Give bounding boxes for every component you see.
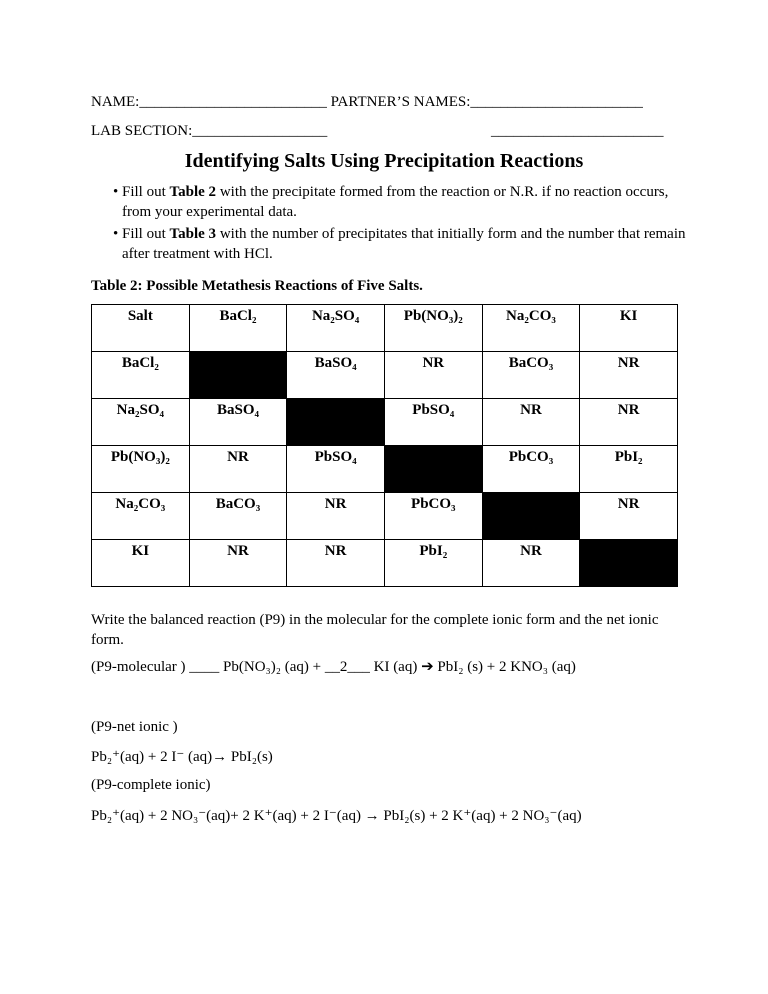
row-label-cell: Pb(NO₃)₂ [92, 446, 190, 493]
instruction-list [91, 182, 691, 266]
row-label-cell: Na₂CO₃ [92, 493, 190, 540]
table-cell: NR [482, 399, 580, 446]
header-cell: BaCl₂ [189, 305, 287, 352]
p9-molecular-equation: (P9-molecular ) ____ Pb(NO₃)₂ (aq) + __2___ KI (aq) ➔ PbI₂ (s) + 2 KNO₃ (aq) [91, 659, 576, 675]
reactions-table [91, 304, 678, 587]
table-cell: NR [287, 493, 385, 540]
bullet-text-bold: Table 3 [169, 226, 217, 242]
blocked-cell [482, 493, 580, 540]
list-item [91, 182, 691, 222]
bullet-text-pre: Fill out [122, 184, 170, 200]
bullet-text-post: with the number of precipitates that initially form and the number that remain after treatment with HCl. [122, 226, 686, 262]
extra-partner-line: _______________________ [491, 123, 664, 139]
table-cell: NR [580, 399, 678, 446]
list-item [91, 224, 691, 264]
table-cell: BaCO₃ [189, 493, 287, 540]
p9-net-ionic-label: (P9-net ionic ) [91, 719, 178, 735]
instruction-paragraph: Write the balanced reaction (P9) in the molecular for the complete ionic form and the net ionic form. [91, 612, 659, 648]
table-cell: PbCO₃ [482, 446, 580, 493]
name-line: NAME:_________________________ PARTNER’S NAMES:_______________________ [91, 94, 643, 110]
header-cell: Na₂SO₄ [287, 305, 385, 352]
table-cell: PbCO₃ [384, 493, 482, 540]
p9-complete-ionic-equation: Pb₂⁺(aq) + 2 NO₃⁻(aq)+ 2 K⁺(aq) + 2 I⁻(aq) → PbI₂(s) + 2 K⁺(aq) + 2 NO₃⁻(aq) [91, 808, 582, 824]
bullet-icon: • [113, 184, 119, 200]
table-row [92, 493, 678, 540]
table-cell: PbI₂ [580, 446, 678, 493]
bullet-text-bold: Table 2 [169, 184, 217, 200]
row-label-cell: Na₂SO₄ [92, 399, 190, 446]
table-cell: NR [189, 540, 287, 587]
table-caption: Table 2: Possible Metathesis Reactions of Five Salts. [91, 278, 423, 294]
table-cell: PbSO₄ [384, 399, 482, 446]
blocked-cell [287, 399, 385, 446]
blocked-cell [189, 352, 287, 399]
row-label-cell: KI [92, 540, 190, 587]
table-cell: NR [580, 352, 678, 399]
header-cell: Pb(NO₃)₂ [384, 305, 482, 352]
table-row [92, 446, 678, 493]
table-cell: BaCO₃ [482, 352, 580, 399]
table-row [92, 352, 678, 399]
bullet-text-pre: Fill out [122, 226, 170, 242]
blocked-cell [580, 540, 678, 587]
bullet-text-post: with the precipitate formed from the reaction or N.R. if no reaction occurs, from your experimental data. [122, 184, 669, 220]
table-header-row [92, 305, 678, 352]
table-cell: NR [287, 540, 385, 587]
header-cell: Na₂CO₃ [482, 305, 580, 352]
p9-net-ionic-equation: Pb₂⁺(aq) + 2 I⁻ (aq)→ PbI₂(s) [91, 749, 273, 765]
table-row [92, 540, 678, 587]
table-cell: BaSO₄ [287, 352, 385, 399]
table-row [92, 399, 678, 446]
header-cell: Salt [92, 305, 190, 352]
table-cell: NR [189, 446, 287, 493]
table-cell: NR [482, 540, 580, 587]
table-cell: PbSO₄ [287, 446, 385, 493]
table-cell: NR [580, 493, 678, 540]
table-cell: NR [384, 352, 482, 399]
lab-section-line: LAB SECTION:__________________ [91, 123, 328, 139]
blocked-cell [384, 446, 482, 493]
table-cell: BaSO₄ [189, 399, 287, 446]
row-label-cell: BaCl₂ [92, 352, 190, 399]
p9-complete-ionic-label: (P9-complete ionic) [91, 777, 211, 793]
header-cell: KI [580, 305, 678, 352]
table-cell: PbI₂ [384, 540, 482, 587]
page-title: Identifying Salts Using Precipitation Reactions [184, 150, 584, 172]
bullet-icon: • [113, 226, 119, 242]
